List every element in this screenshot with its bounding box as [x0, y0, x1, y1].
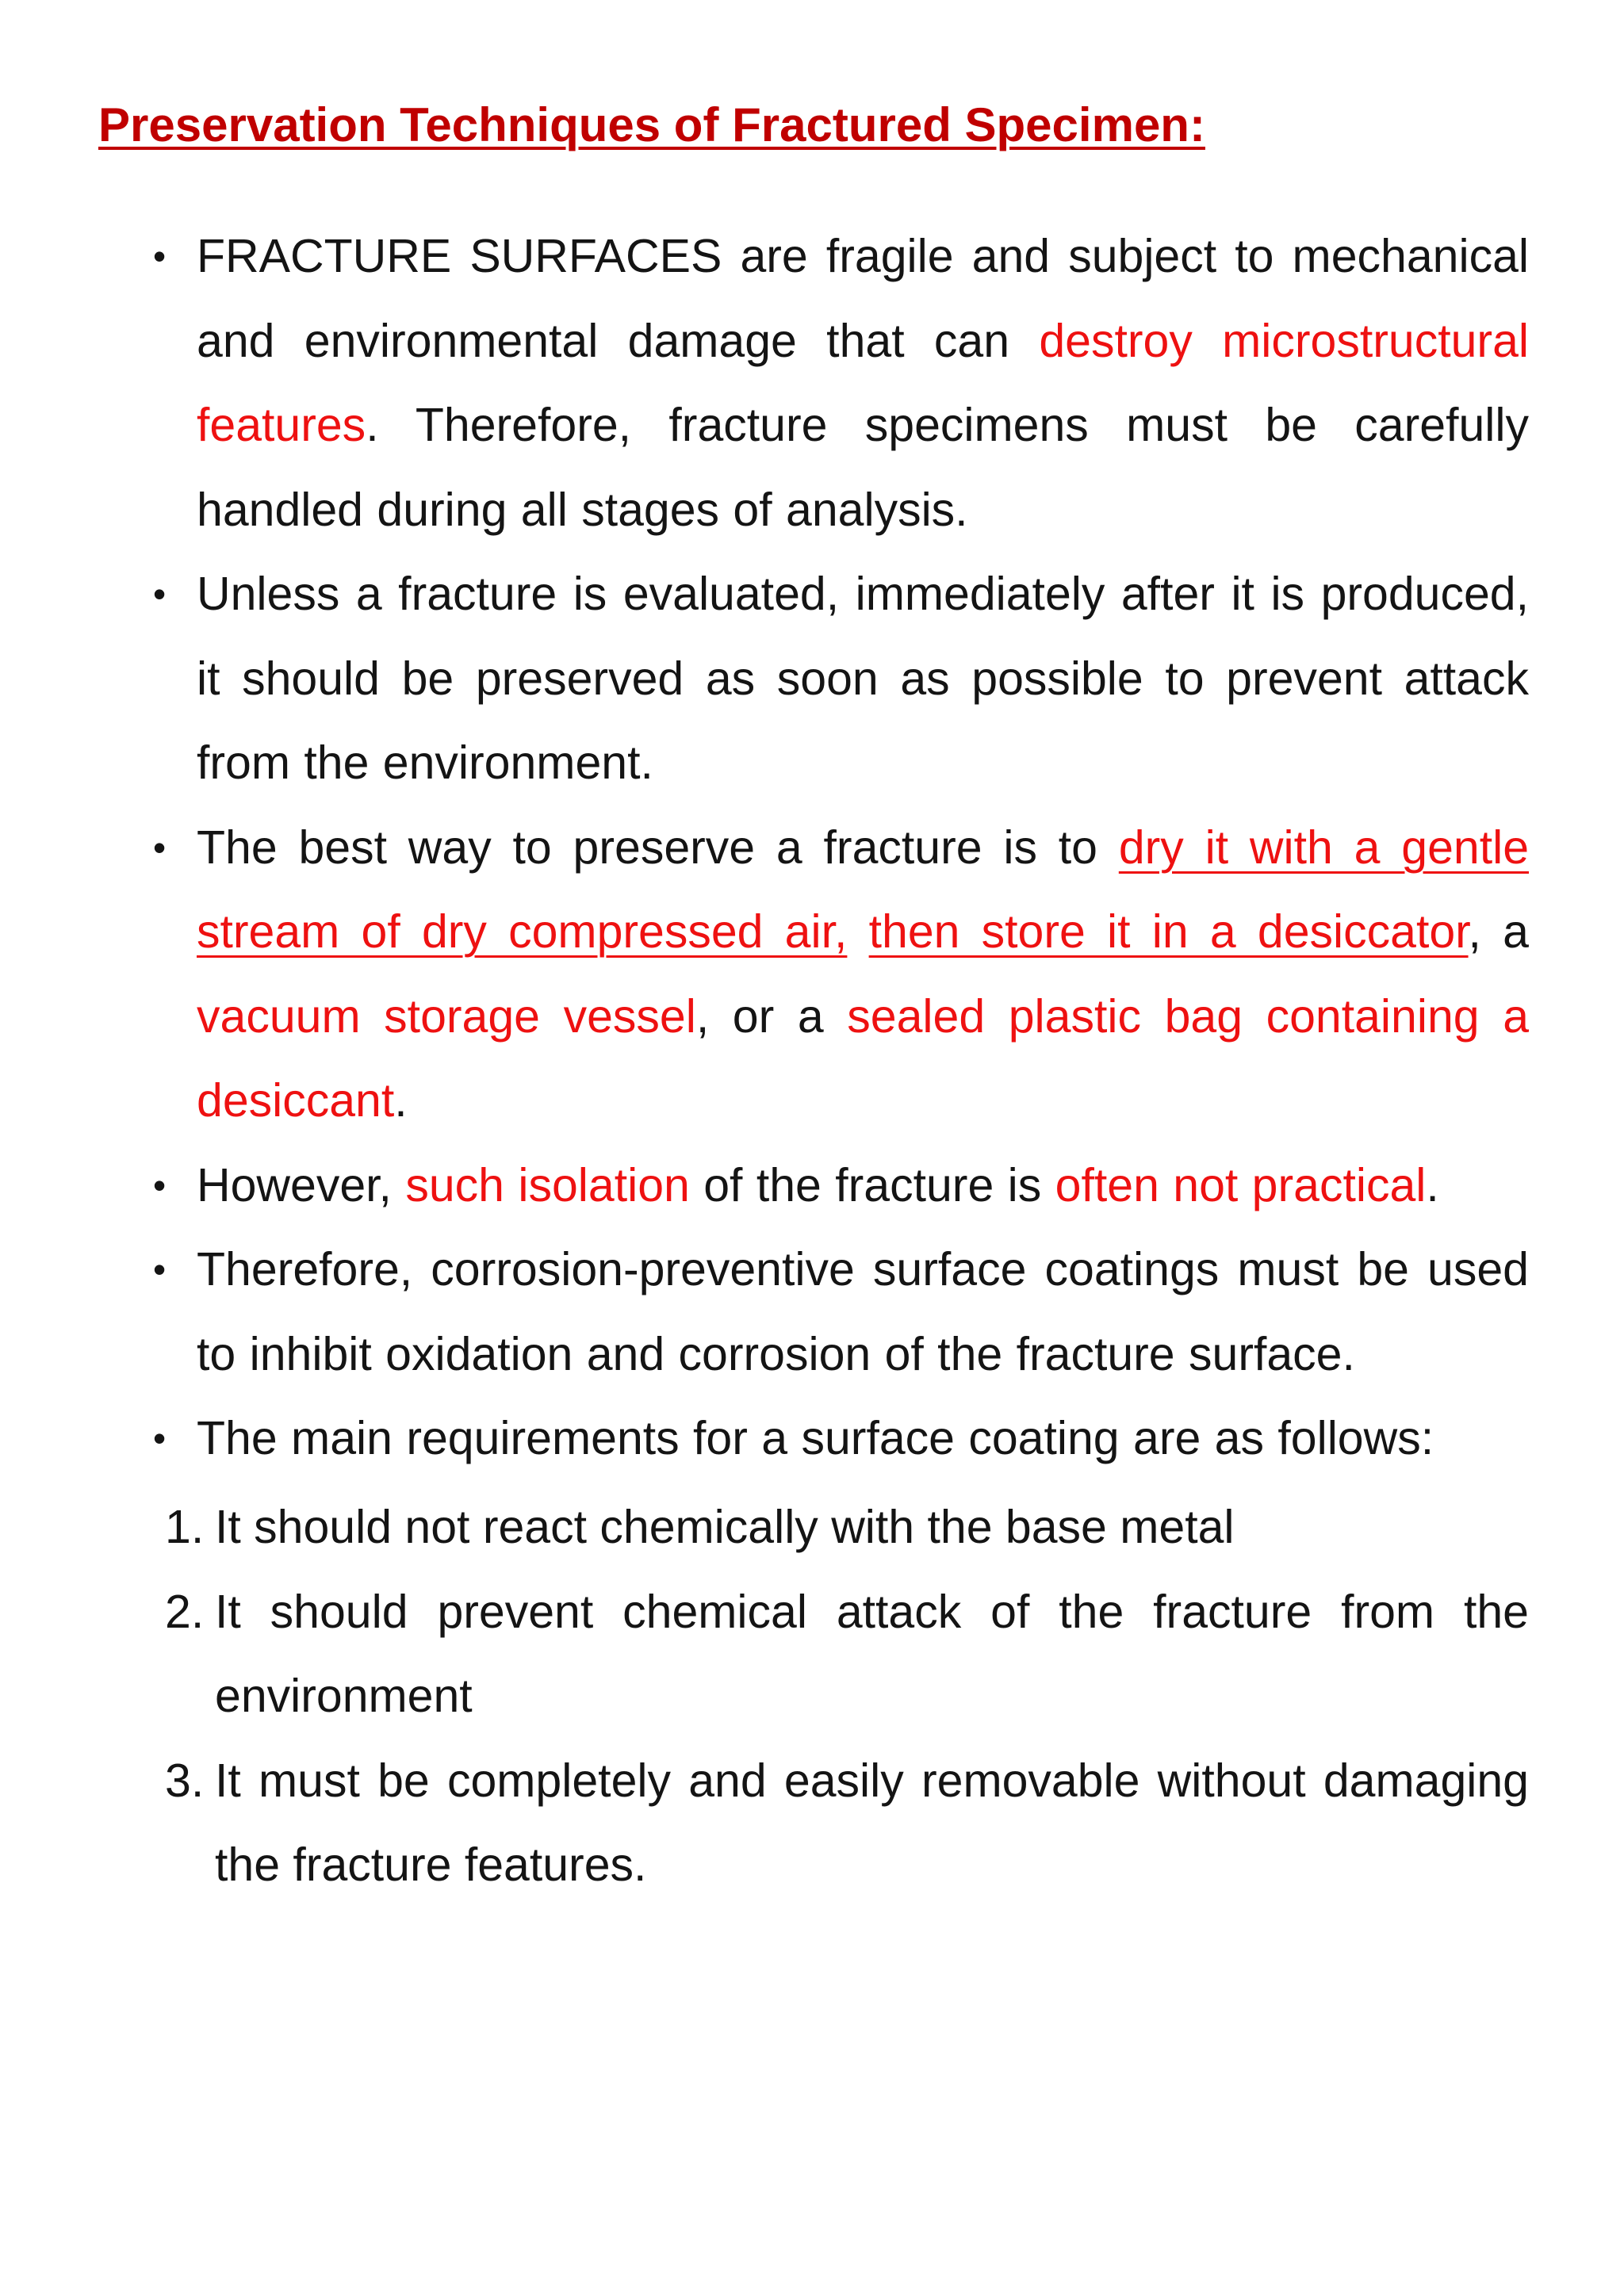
requirement-number: 3.	[165, 1754, 205, 1807]
requirements-list	[0, 1485, 1624, 1908]
highlight-text: often not practical	[1055, 1158, 1427, 1211]
requirement-number: 1.	[165, 1501, 205, 1553]
bullet-text	[847, 905, 868, 958]
requirement-item	[0, 1570, 1624, 1739]
bullet-list	[0, 214, 1624, 1481]
bullet-text: .	[1426, 1158, 1439, 1211]
bullet-paragraph	[197, 1396, 1529, 1481]
bullet-dot-icon: •	[152, 573, 167, 614]
bullet-item	[0, 1227, 1624, 1396]
bullet-item	[0, 552, 1624, 806]
bullet-dot-icon: •	[152, 1418, 167, 1459]
highlight-text: vacuum storage vessel	[197, 989, 696, 1043]
bullet-text: However,	[197, 1158, 406, 1211]
requirement-item	[0, 1485, 1624, 1570]
requirement-item	[0, 1739, 1624, 1908]
bullet-text: . Therefore, fracture specimens must be carefully handled during all stages of analysis.	[197, 399, 1529, 536]
bullet-dot-icon: •	[152, 235, 167, 277]
bullet-text: , or a	[695, 989, 848, 1043]
page-title: Preservation Techniques of Fractured Specimen:	[98, 98, 1205, 151]
bullet-item	[0, 806, 1624, 1143]
bullet-item	[0, 214, 1624, 552]
bullet-text: Therefore, corrosion-preventive surface coatings must be used to inhibit oxidation and corrosion of the fracture surface.	[197, 1243, 1529, 1380]
bullet-dot-icon: •	[152, 826, 167, 868]
bullet-paragraph	[197, 806, 1529, 1143]
underlined-highlight-text: then store it in a desiccator	[868, 905, 1469, 958]
requirement-text: It must be completely and easily removable without damaging the fracture features.	[215, 1754, 1529, 1891]
bullet-paragraph	[197, 552, 1529, 806]
bullet-text: .	[394, 1074, 408, 1127]
highlight-text: destroy microstructural features	[197, 314, 1529, 451]
bullet-text: FRACTURE SURFACES are fragile and subject to mechanical and environmental damage that can	[197, 230, 1529, 367]
bullet-text: , a	[1468, 905, 1529, 958]
bullet-paragraph	[197, 1143, 1529, 1228]
bullet-paragraph	[197, 1227, 1529, 1396]
requirement-text: It should not react chemically with the base metal	[215, 1501, 1235, 1553]
bullet-dot-icon: •	[152, 1249, 167, 1290]
bullet-text: The best way to preserve a fracture is to	[197, 821, 1119, 874]
highlight-text: such isolation	[405, 1158, 690, 1211]
underlined-highlight-text: dry it with a gentle stream of dry compressed air,	[197, 821, 1530, 958]
bullet-text: Unless a fracture is evaluated, immediately after it is produced, it should be preserved as soon as possible to prevent attack from the environment.	[197, 568, 1529, 789]
bullet-text: of the fracture is	[689, 1158, 1055, 1211]
highlight-text: sealed plastic bag containing a desiccant	[197, 989, 1530, 1127]
bullet-paragraph	[197, 214, 1529, 552]
bullet-dot-icon: •	[152, 1164, 167, 1206]
bullet-text: The main requirements for a surface coating are as follows:	[197, 1412, 1434, 1464]
requirement-number: 2.	[165, 1585, 205, 1638]
bullet-item	[0, 1396, 1624, 1481]
requirement-text: It should prevent chemical attack of the fracture from the environment	[215, 1585, 1529, 1722]
bullet-item	[0, 1143, 1624, 1228]
